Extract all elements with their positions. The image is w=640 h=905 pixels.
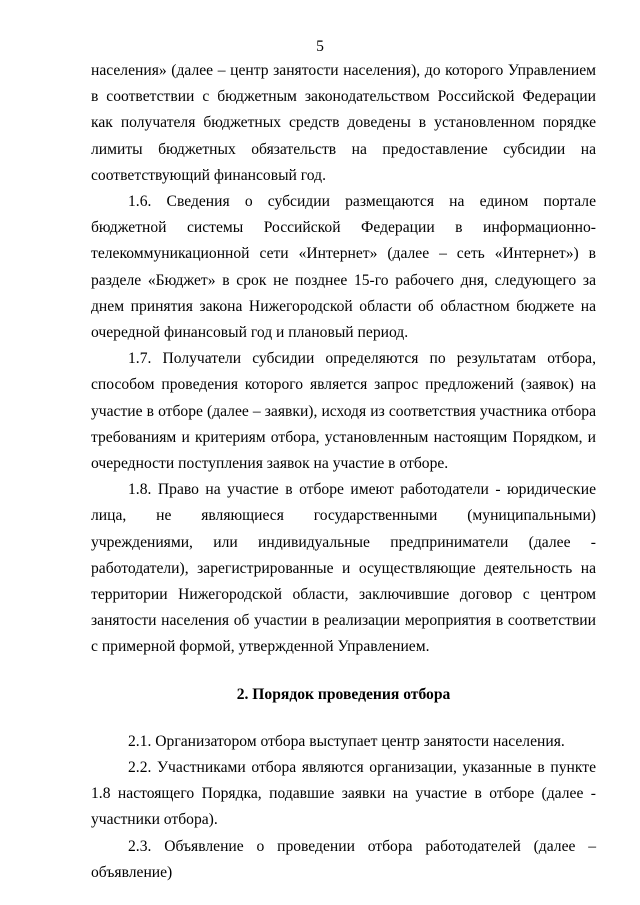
paragraph-2-2: 2.2. Участниками отбора являются организации, указанные в пункте 1.8 настоящего Порядка, подавшие заявки на участие в отборе (далее - участники отбора).: [91, 759, 596, 829]
paragraph-1-7: 1.7. Получатели субсидии определяются по результатам отбора, способом проведения которого является запрос предложений (заявок) на участие в отборе (далее – заявки), исходя из соответствия участника отбора требованиям и критериям отбора, установленным настоящим Порядком, и очередности поступления заявок на участие в отборе.: [91, 350, 596, 473]
paragraph-2-1: 2.1. Организатором отбора выступает центр занятости населения.: [128, 732, 565, 750]
page-number: 5: [316, 38, 324, 55]
paragraph-1-6: 1.6. Сведения о субсидии размещаются на едином портале бюджетной системы Российской Федерации в информационно-телекоммуникационной сети «Интернет» (далее – сеть «Интернет») в разделе «Бюджет» в срок не позднее 15-го рабочего дня, следующего за днем принятия закона Нижегородской области об областном бюджете на очередной финансовый год и плановый период.: [91, 193, 596, 342]
paragraph-1-8: 1.8. Право на участие в отборе имеют работодатели - юридические лица, не являющиеся государственными (муниципальными) учреждениями, или индивидуальные предприниматели (далее - работодатели), зарегистрированные и осуществляющие деятельность на территории Нижегородской области, заключившие договор с центром занятости населения об участии в реализации мероприятия в соответствии с примерной формой, утвержденной Управлением.: [91, 481, 596, 656]
section-heading: 2. Порядок проведения отбора: [236, 685, 451, 703]
paragraph-2-3: 2.3. Объявление о проведении отбора работодателей (далее – объявление): [91, 837, 596, 881]
document-body: [91, 58, 596, 886]
paragraph-continuation: населения» (далее – центр занятости населения), до которого Управлением в соответствии с бюджетным законодательством Российской Федерации как получателя бюджетных средств доведены в установленном порядке лимиты бюджетных обязательств на предоставление субсидии на соответствующий финансовый год.: [91, 62, 596, 184]
